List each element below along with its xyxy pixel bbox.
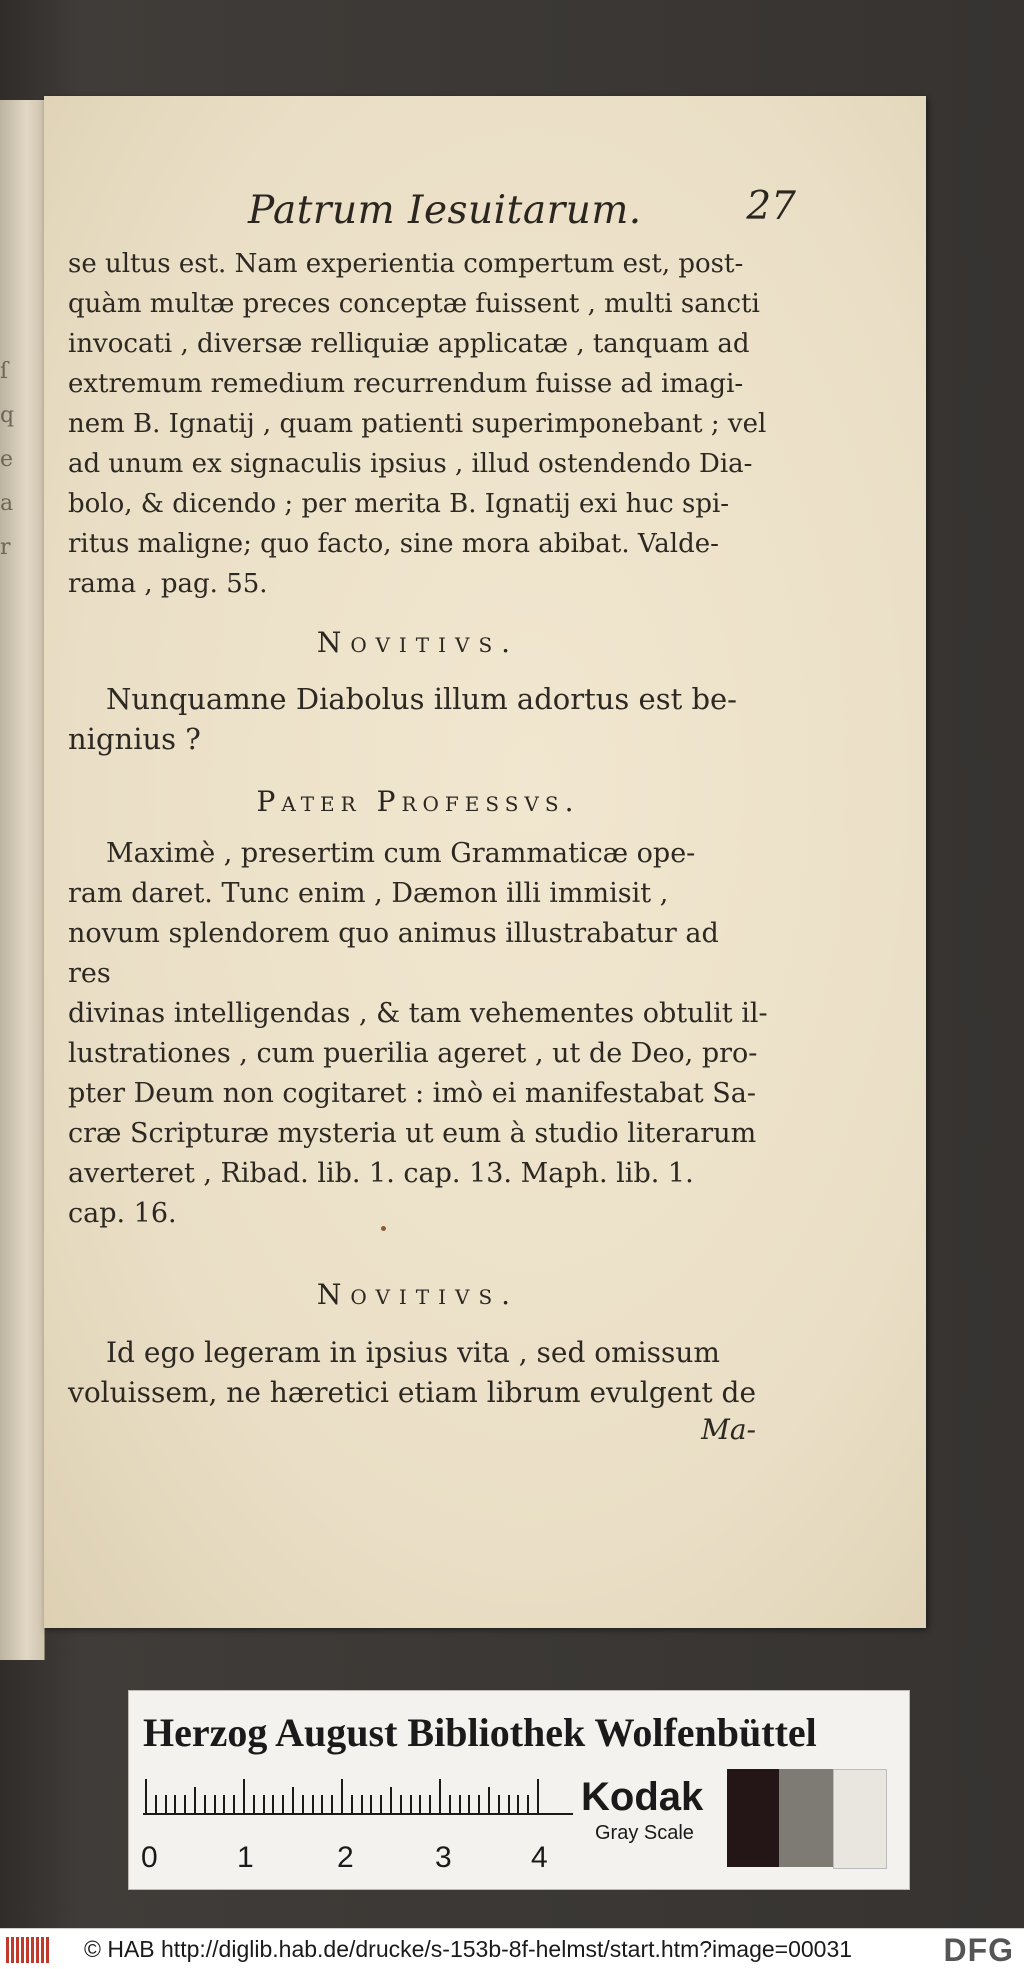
- ink-speck: [381, 1226, 386, 1231]
- ruler-tick: [233, 1795, 235, 1815]
- ruler-tick: [537, 1779, 539, 1815]
- previous-page-fragments: ſ q e a r: [0, 359, 15, 560]
- ruler-tick: [361, 1795, 363, 1815]
- ruler-number: 1: [237, 1841, 254, 1874]
- ruler-tick: [341, 1779, 343, 1815]
- ruler-tick: [223, 1795, 225, 1815]
- ruler-tick: [390, 1787, 392, 1815]
- gray-scale-label: Gray Scale: [595, 1822, 694, 1844]
- ruler-tick: [253, 1795, 255, 1815]
- ruler-tick: [243, 1779, 245, 1815]
- ruler-tick: [155, 1795, 157, 1815]
- ruler-tick: [351, 1795, 353, 1815]
- ruler-tick: [292, 1787, 294, 1815]
- text-block: [68, 244, 768, 1446]
- paragraph-1: se ultus est. Nam experientia compertum est, post- quàm multæ preces conceptæ fuissent , multi sancti invocati , diversæ relliquiæ applicatæ , tanquam ad extremum remedium recurrendum fuisse ad imagi- nem B. Ignatij , quam patienti superimponebant ; vel ad unum ex signaculis ipsius , illud ostendendo Dia- bolo, & dicendo ; per merita B. Ignatij exi huc spi- ritus maligne; quo facto, sine mora abibat. Valde- rama , pag. 55.: [68, 249, 767, 599]
- ruler-tick: [184, 1795, 186, 1815]
- ruler-tick: [488, 1787, 490, 1815]
- ruler-tick: [419, 1795, 421, 1815]
- ruler-tick: [468, 1795, 470, 1815]
- ruler-tick: [282, 1795, 284, 1815]
- ruler-tick: [478, 1795, 480, 1815]
- ruler-tick: [439, 1779, 441, 1815]
- previous-page-edge: [0, 100, 45, 1660]
- paragraph-4: Id ego legeram in ipsius vita , sed omissum voluissem, ne hæretici etiam librum evulgent de: [68, 1336, 757, 1409]
- ruler-tick: [165, 1795, 167, 1815]
- source-link[interactable]: © HAB http://diglib.hab.de/drucke/s-153b-8f-helmst/start.htm?image=00031: [84, 1936, 853, 1962]
- ruler-tick: [331, 1795, 333, 1815]
- ruler-tick: [272, 1795, 274, 1815]
- ruler-tick: [174, 1795, 176, 1815]
- ruler-tick: [459, 1795, 461, 1815]
- ruler-tick: [145, 1779, 147, 1815]
- paragraph-2: Nunquamne Diabolus illum adortus est be- nignius ?: [68, 682, 737, 756]
- ruler-tick: [449, 1795, 451, 1815]
- book-page: [44, 96, 926, 1628]
- ruler-tick: [214, 1795, 216, 1815]
- speaker-heading: Novitivs.: [316, 626, 520, 659]
- ruler-tick: [204, 1795, 206, 1815]
- ruler-baseline: [143, 1813, 573, 1815]
- card-title: Herzog August Bibliothek Wolfenbüttel: [143, 1710, 817, 1755]
- ruler-tick: [429, 1795, 431, 1815]
- ruler-tick: [194, 1787, 196, 1815]
- swatch-light: [833, 1769, 887, 1869]
- ruler-tick: [400, 1795, 402, 1815]
- swatch-mid: [779, 1769, 833, 1867]
- ruler-tick: [321, 1795, 323, 1815]
- ruler-number: 0: [141, 1841, 158, 1874]
- ruler-tick: [263, 1795, 265, 1815]
- ruler-tick: [498, 1795, 500, 1815]
- ruler-tick: [508, 1795, 510, 1815]
- catchword: Ma-: [701, 1413, 756, 1446]
- ruler-tick: [302, 1795, 304, 1815]
- ruler-ticks: [145, 1779, 575, 1815]
- kodak-logo: Kodak: [581, 1775, 704, 1819]
- speaker-heading: Novitivs.: [316, 1278, 520, 1311]
- dfg-logo: DFG: [943, 1932, 1014, 1968]
- color-calibration-card: [128, 1690, 910, 1890]
- ruler-tick: [370, 1795, 372, 1815]
- page-header: [212, 184, 802, 248]
- ruler-tick: [517, 1795, 519, 1815]
- ruler-number: 2: [337, 1841, 354, 1874]
- paragraph-3: Maximè , presertim cum Grammaticæ ope- ram daret. Tunc enim , Dæmon illi immisit , novum splendorem quo animus illustrabatur ad res divinas intelligendas , & tam vehementes obtulit il- lustrationes , cum puerilia ageret , ut de Deo, pro- pter Deum non cogitaret : imò ei manifestabat Sa- cræ Scripturæ mysteria ut eum à studio literarum averteret , Ribad. lib. 1. cap. 13. Maph. lib. 1. cap. 16.: [68, 838, 768, 1229]
- ruler-tick: [380, 1795, 382, 1815]
- viewer-footer: [0, 1928, 1024, 1969]
- running-title: Patrum Iesuitarum.: [248, 188, 642, 233]
- ruler-number: 3: [435, 1841, 452, 1874]
- hab-barcode-icon: [6, 1937, 50, 1963]
- ruler-tick: [312, 1795, 314, 1815]
- page-number: 27: [746, 184, 796, 229]
- speaker-heading: Pater Professvs.: [256, 785, 580, 818]
- ruler-tick: [527, 1795, 529, 1815]
- swatch-dark: [727, 1769, 779, 1867]
- ruler-tick: [410, 1795, 412, 1815]
- ruler-number: 4: [531, 1841, 548, 1874]
